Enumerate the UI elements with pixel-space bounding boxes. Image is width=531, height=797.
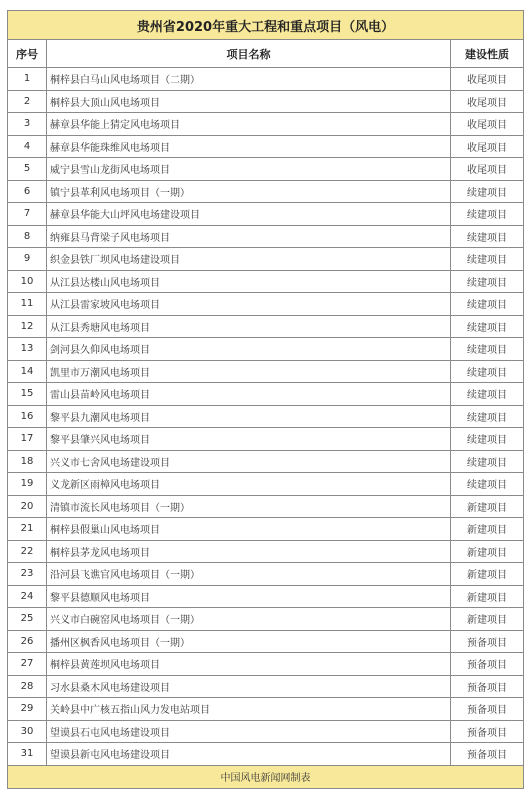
project-table-sheet — [7, 10, 523, 789]
row-project-name: 义龙新区雨樟风电场项目 — [47, 473, 451, 496]
header-row — [8, 40, 524, 68]
row-number: 16 — [8, 405, 47, 428]
row-number: 3 — [8, 113, 47, 136]
row-construction-type: 新建项目 — [451, 540, 524, 563]
table-row — [8, 270, 524, 293]
row-project-name: 播州区枫香风电场项目（一期） — [47, 630, 451, 653]
table-row — [8, 405, 524, 428]
row-construction-type: 收尾项目 — [451, 135, 524, 158]
row-number: 2 — [8, 90, 47, 113]
row-number: 27 — [8, 653, 47, 676]
table-row — [8, 563, 524, 586]
row-construction-type: 收尾项目 — [451, 68, 524, 91]
row-project-name: 从江县秀塘风电场项目 — [47, 315, 451, 338]
row-project-name: 桐梓县白马山风电场项目（二期） — [47, 68, 451, 91]
row-number: 9 — [8, 248, 47, 271]
row-construction-type: 预备项目 — [451, 675, 524, 698]
row-construction-type: 新建项目 — [451, 495, 524, 518]
header-no: 序号 — [8, 40, 47, 68]
row-number: 24 — [8, 585, 47, 608]
table-row — [8, 473, 524, 496]
row-project-name: 黎平县肇兴风电场项目 — [47, 428, 451, 451]
row-project-name: 赫章县华能珠维风电场项目 — [47, 135, 451, 158]
row-number: 11 — [8, 293, 47, 316]
row-project-name: 赫章县华能上猜定风电场项目 — [47, 113, 451, 136]
row-construction-type: 预备项目 — [451, 653, 524, 676]
row-project-name: 桐梓县大顶山风电场项目 — [47, 90, 451, 113]
row-construction-type: 预备项目 — [451, 630, 524, 653]
row-project-name: 从江县达楼山风电场项目 — [47, 270, 451, 293]
table-row — [8, 135, 524, 158]
row-number: 31 — [8, 743, 47, 766]
row-construction-type: 续建项目 — [451, 293, 524, 316]
row-number: 1 — [8, 68, 47, 91]
row-number: 22 — [8, 540, 47, 563]
row-number: 28 — [8, 675, 47, 698]
table-row — [8, 720, 524, 743]
row-project-name: 赫章县华能大山坪风电场建设项目 — [47, 203, 451, 226]
row-number: 17 — [8, 428, 47, 451]
table-row — [8, 608, 524, 631]
row-project-name: 黎平县德顺风电场项目 — [47, 585, 451, 608]
row-project-name: 兴义市七舍风电场建设项目 — [47, 450, 451, 473]
row-number: 4 — [8, 135, 47, 158]
table-row — [8, 203, 524, 226]
table-title: 贵州省2020年重大工程和重点项目（风电） — [8, 11, 524, 40]
row-number: 5 — [8, 158, 47, 181]
row-number: 29 — [8, 698, 47, 721]
row-construction-type: 续建项目 — [451, 450, 524, 473]
table-row — [8, 113, 524, 136]
row-construction-type: 续建项目 — [451, 428, 524, 451]
row-construction-type: 续建项目 — [451, 338, 524, 361]
row-project-name: 镇宁县革利风电场项目（一期） — [47, 180, 451, 203]
table-row — [8, 180, 524, 203]
row-number: 19 — [8, 473, 47, 496]
row-project-name: 沿河县飞谯官风电场项目（一期） — [47, 563, 451, 586]
row-project-name: 习水县桑木风电场建设项目 — [47, 675, 451, 698]
table-row — [8, 450, 524, 473]
row-construction-type: 续建项目 — [451, 180, 524, 203]
row-construction-type: 续建项目 — [451, 270, 524, 293]
row-number: 10 — [8, 270, 47, 293]
table-row — [8, 293, 524, 316]
row-construction-type: 预备项目 — [451, 698, 524, 721]
table-row — [8, 68, 524, 91]
row-project-name: 黎平县九潮风电场项目 — [47, 405, 451, 428]
table-row — [8, 383, 524, 406]
row-number: 12 — [8, 315, 47, 338]
row-construction-type: 续建项目 — [451, 360, 524, 383]
row-project-name: 关岭县中广核五指山风力发电站项目 — [47, 698, 451, 721]
row-project-name: 剑河县久仰风电场项目 — [47, 338, 451, 361]
row-project-name: 桐梓县假巢山风电场项目 — [47, 518, 451, 541]
table-row — [8, 653, 524, 676]
row-construction-type: 新建项目 — [451, 608, 524, 631]
table-row — [8, 248, 524, 271]
header-type: 建设性质 — [451, 40, 524, 68]
row-construction-type: 续建项目 — [451, 315, 524, 338]
row-construction-type: 新建项目 — [451, 563, 524, 586]
row-project-name: 望谟县新屯风电场建设项目 — [47, 743, 451, 766]
row-project-name: 纳雍县马背梁子风电场项目 — [47, 225, 451, 248]
table-row — [8, 428, 524, 451]
row-project-name: 织金县铁厂坝风电场建设项目 — [47, 248, 451, 271]
row-project-name: 凯里市万潮风电场项目 — [47, 360, 451, 383]
row-project-name: 兴义市白碗窑风电场项目（一期） — [47, 608, 451, 631]
row-project-name: 清镇市流长风电场项目（一期） — [47, 495, 451, 518]
table-row — [8, 585, 524, 608]
row-project-name: 雷山县苗岭风电场项目 — [47, 383, 451, 406]
table-row — [8, 225, 524, 248]
project-table — [7, 10, 524, 789]
row-construction-type: 收尾项目 — [451, 113, 524, 136]
table-row — [8, 518, 524, 541]
row-project-name: 桐梓县茅龙风电场项目 — [47, 540, 451, 563]
row-number: 8 — [8, 225, 47, 248]
row-construction-type: 续建项目 — [451, 203, 524, 226]
header-name: 项目名称 — [47, 40, 451, 68]
row-construction-type: 续建项目 — [451, 248, 524, 271]
row-construction-type: 收尾项目 — [451, 90, 524, 113]
row-project-name: 从江县雷家坡风电场项目 — [47, 293, 451, 316]
table-footer: 中国风电新闻网制表 — [8, 765, 524, 788]
table-row — [8, 158, 524, 181]
table-row — [8, 360, 524, 383]
row-construction-type: 新建项目 — [451, 585, 524, 608]
row-number: 25 — [8, 608, 47, 631]
table-row — [8, 743, 524, 766]
row-number: 14 — [8, 360, 47, 383]
row-construction-type: 预备项目 — [451, 743, 524, 766]
row-project-name: 威宁县雪山龙街风电场项目 — [47, 158, 451, 181]
row-number: 23 — [8, 563, 47, 586]
row-number: 6 — [8, 180, 47, 203]
row-number: 30 — [8, 720, 47, 743]
row-number: 15 — [8, 383, 47, 406]
table-row — [8, 540, 524, 563]
table-row — [8, 630, 524, 653]
row-project-name: 望谟县石屯风电场建设项目 — [47, 720, 451, 743]
table-body — [8, 68, 524, 766]
row-construction-type: 续建项目 — [451, 225, 524, 248]
row-construction-type: 续建项目 — [451, 405, 524, 428]
table-row — [8, 675, 524, 698]
row-construction-type: 新建项目 — [451, 518, 524, 541]
row-number: 18 — [8, 450, 47, 473]
row-construction-type: 收尾项目 — [451, 158, 524, 181]
row-construction-type: 续建项目 — [451, 383, 524, 406]
table-row — [8, 315, 524, 338]
row-construction-type: 续建项目 — [451, 473, 524, 496]
row-construction-type: 预备项目 — [451, 720, 524, 743]
table-row — [8, 90, 524, 113]
row-number: 7 — [8, 203, 47, 226]
row-project-name: 桐梓县黄莲坝风电场项目 — [47, 653, 451, 676]
table-row — [8, 698, 524, 721]
row-number: 13 — [8, 338, 47, 361]
row-number: 26 — [8, 630, 47, 653]
table-row — [8, 495, 524, 518]
row-number: 21 — [8, 518, 47, 541]
table-row — [8, 338, 524, 361]
row-number: 20 — [8, 495, 47, 518]
